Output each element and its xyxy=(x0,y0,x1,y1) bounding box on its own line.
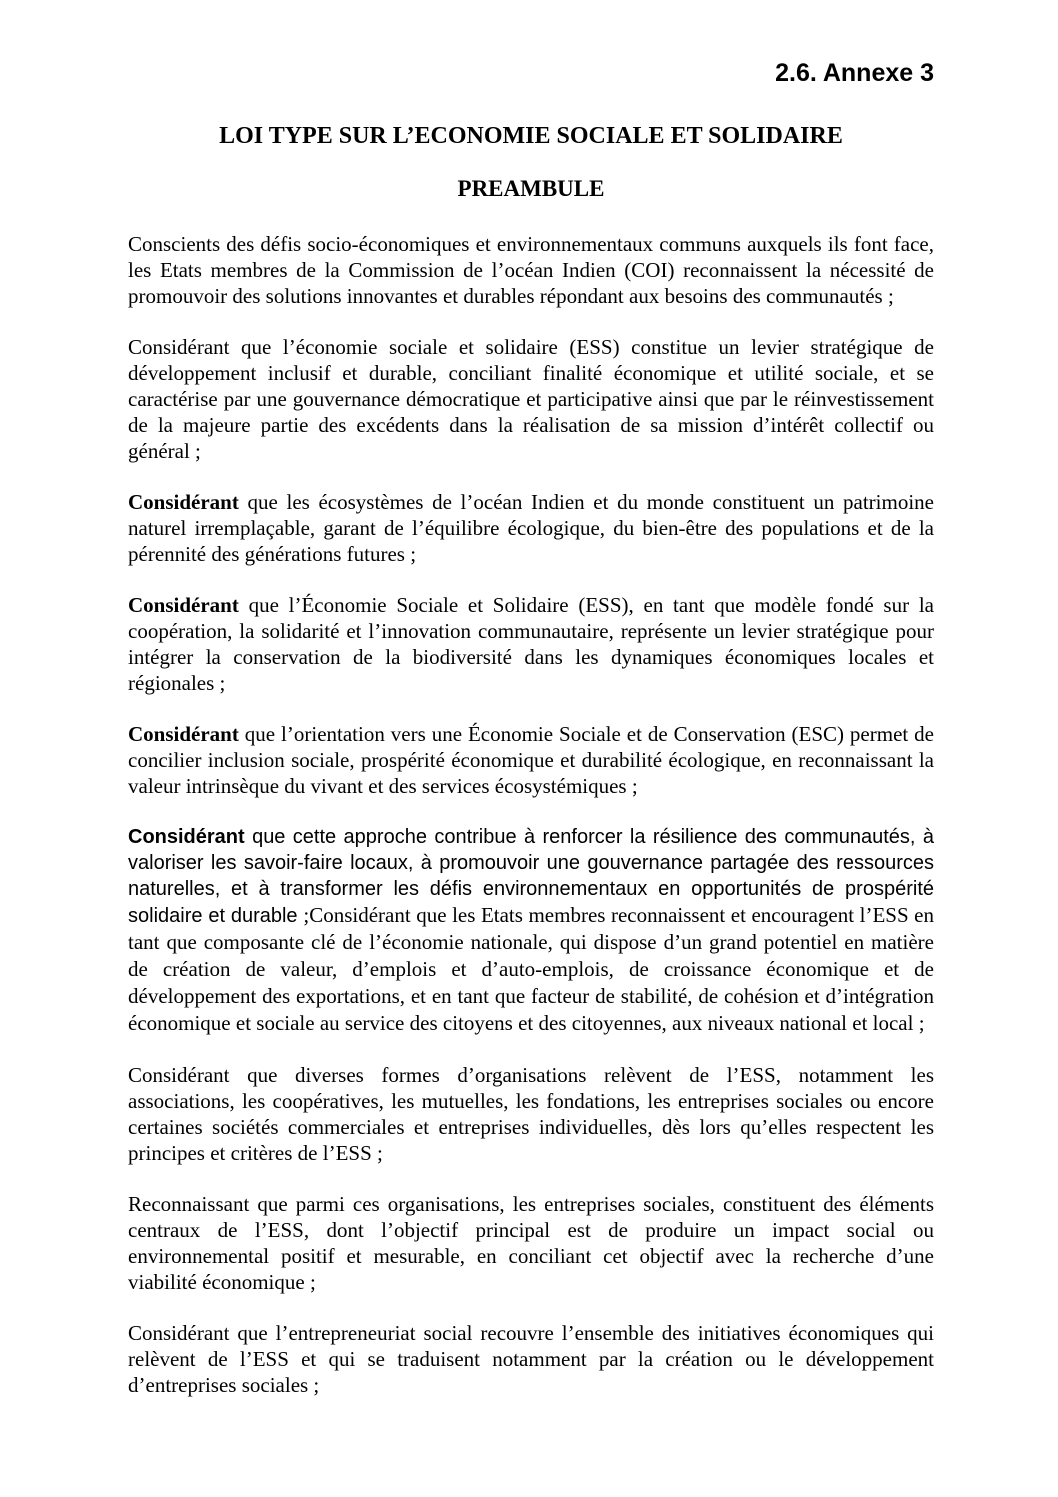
paragraph-considerant-formes xyxy=(128,1062,934,1166)
paragraph-text: que les écosystèmes de l’océan Indien et du monde constituent un patrimoine naturel irremplaçable, garant de l’équilibre écologique, du bien-être des populations et de la pérennité des générations futures ; xyxy=(128,490,934,566)
paragraph-text: que l’orientation vers une Économie Sociale et de Conservation (ESC) permet de concilier inclusion sociale, prospérité économique et durabilité écologique, en reconnaissant la valeur intrinsèque du vivant et des services écosystémiques ; xyxy=(128,722,934,798)
paragraph-considerant-modele xyxy=(128,592,934,696)
paragraph-considerant-approche-mixte xyxy=(128,824,934,1037)
paragraph-considerant-ecosystemes xyxy=(128,489,934,567)
document-title: LOI TYPE SUR L’ECONOMIE SOCIALE ET SOLIDAIRE xyxy=(219,123,843,149)
paragraph-considerant-esc xyxy=(128,721,934,799)
paragraph-text-sans: que cette approche contribue à renforcer la résilience des communautés, à valoriser les savoir-faire locaux, à promouvoir une gouvernance partagée des ressources naturelles, et à transformer les défis environnementaux en opportunités de prospérité solidaire et durable xyxy=(128,826,934,927)
paragraph-lead: Considérant xyxy=(128,593,239,617)
annex-label: 2.6. Annexe 3 xyxy=(775,59,934,87)
preamble-heading: PREAMBULE xyxy=(457,176,605,201)
paragraph-lead: Considérant xyxy=(128,490,239,514)
paragraph-lead: Considérant xyxy=(128,722,239,746)
paragraph-text: Considérant que diverses formes d’organisations relèvent de l’ESS, notamment les associations, les coopératives, les mutuelles, les fondations, les entreprises sociales ou encore certaines sociétés commerciales et entreprises individuelles, dès lors qu’elles respectent les principes et critères de l’ESS ; xyxy=(128,1063,934,1165)
paragraph-considerant-ess-levier xyxy=(128,334,934,464)
paragraph-conscients xyxy=(128,231,934,309)
paragraph-text-serif: ;Considérant que les Etats membres reconnaissent et encouragent l’ESS en tant que composante clé de l’économie nationale, qui dispose d’un grand potentiel en matière de création de valeur, d’emplois et d’auto-emplois, de croissance économique et de développement des exportations, et en tant que facteur de stabilité, de cohésion et d’intégration économique et sociale au service des citoyens et des citoyennes, aux niveaux national et local ; xyxy=(128,903,934,1035)
paragraph-reconnaissant xyxy=(128,1191,934,1295)
paragraph-text: Considérant que l’entrepreneuriat social recouvre l’ensemble des initiatives économiques qui relèvent de l’ESS et qui se traduisent notamment par la création ou le développement d’entreprises sociales ; xyxy=(128,1321,934,1397)
paragraph-lead: Considérant xyxy=(128,826,245,848)
paragraph-considerant-entrepreneuriat xyxy=(128,1320,934,1398)
paragraph-text: Reconnaissant que parmi ces organisations, les entreprises sociales, constituent des éléments centraux de l’ESS, dont l’objectif principal est de produire un impact social ou environnemental positif et mesurable, en conciliant cet objectif avec la recherche d’une viabilité économique ; xyxy=(128,1192,934,1294)
paragraph-text: Considérant que l’économie sociale et solidaire (ESS) constitue un levier stratégique de développement inclusif et durable, conciliant finalité économique et utilité sociale, et se caractérise par une gouvernance démocratique et participative ainsi que par le réinvestissement de la majeure partie des excédents dans la réalisation de sa mission d’intérêt collectif ou général ; xyxy=(128,335,934,463)
paragraph-text: Conscients des défis socio-économiques et environnementaux communs auxquels ils font face, les Etats membres de la Commission de l’océan Indien (COI) reconnaissent la nécessité de promouvoir des solutions innovantes et durables répondant aux besoins des communautés ; xyxy=(128,232,934,308)
paragraph-text: que l’Économie Sociale et Solidaire (ESS), en tant que modèle fondé sur la coopération, la solidarité et l’innovation communautaire, représente un levier stratégique pour intégrer la conservation de la biodiversité dans les dynamiques économiques locales et régionales ; xyxy=(128,593,934,695)
